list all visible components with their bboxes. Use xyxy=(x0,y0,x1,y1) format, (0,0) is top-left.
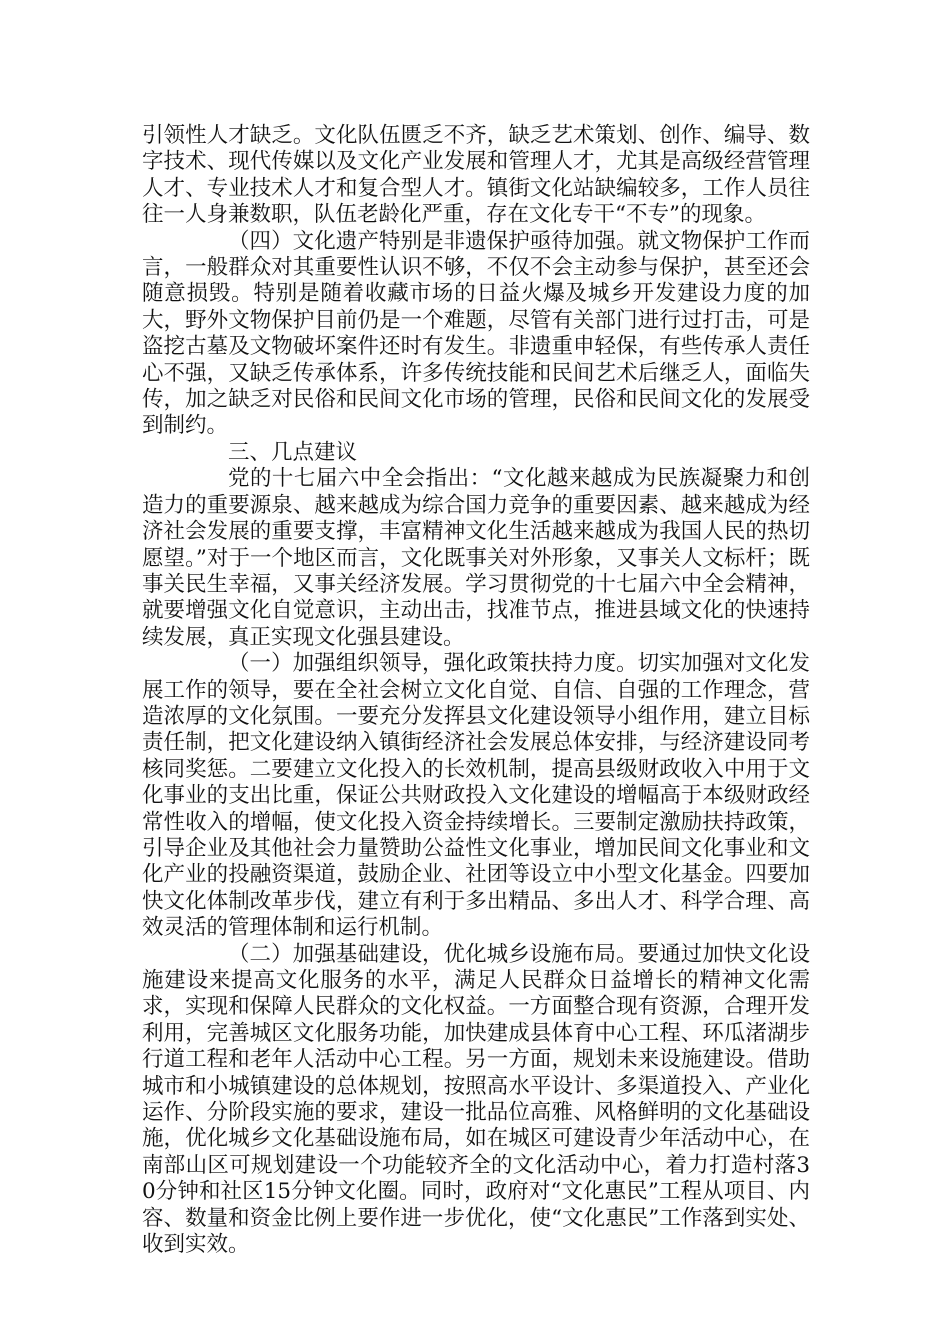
paragraph-infrastructure: （二）加强基础建设，优化城乡设施布局。要通过加快文化设施建设来提高文化服务的水平，满足人民群众日益增长的精神文化需求，实现和保障人民群众的文化权益。一方面整合现有资源，合理开发利用，完善城区文化服务功能，加快建成县体育中心工程、环瓜渚湖步行道工程和老年人活动中心工程。另一方面，规划未来设施建设。借助城市和小城镇建设的总体规划，按照高水平设计、多渠道投入、产业化运作、分阶段实施的要求，建设一批品位高雅、风格鲜明的文化基础设施，优化城乡文化基础设施布局，如在城区可建设青少年活动中心，在南部山区可规划建设一个功能较齐全的文化活动中心，着力打造村落30分钟和社区15分钟文化圈。同时，政府对“文化惠民”工程从项目、内容、数量和资金比例上要作进一步优化，使“文化惠民”工作落到实处、收到实效。 xyxy=(142,941,810,1258)
section-heading-suggestions: 三、几点建议 xyxy=(228,439,358,465)
paragraph-plenary-session: 党的十七届六中全会指出：“文化越来越成为民族凝聚力和创造力的重要源泉、越来越成为综合国力竞争的重要因素、越来越成为经济社会发展的重要支撑，丰富精神文化生活越来越成为我国人民的热切愿望。”对于一个地区而言，文化既事关对外形象，又事关人文标杆；既事关民生幸福，又事关经济发展。学习贯彻党的十七届六中全会精神，就要增强文化自觉意识，主动出击，找准节点，推进县域文化的快速持续发展，真正实现文化强县建设。 xyxy=(142,466,810,650)
paragraph-heritage-protection: （四）文化遗产特别是非遗保护亟待加强。就文物保护工作而言，一般群众对其重要性认识不够，不仅不会主动参与保护，甚至还会随意损毁。特别是随着收藏市场的日益火爆及城乡开发建设力度的加大，野外文物保护目前仍是一个难题，尽管有关部门进行过打击，可是盗挖古墓及文物破坏案件还时有发生。非遗重申轻保，有些传承人责任心不强，又缺乏传承体系，许多传统技能和民间艺术后继乏人，面临失传，加之缺乏对民俗和民间文化市场的管理，民俗和民间文化的发展受到制约。 xyxy=(142,228,810,439)
paragraph-organizational-leadership: （一）加强组织领导，强化政策扶持力度。切实加强对文化发展工作的领导，要在全社会树立文化自觉、自信、自强的工作理念，营造浓厚的文化氛围。一要充分发挥县文化建设领导小组作用，建立目标责任制，把文化建设纳入镇街经济社会发展总体安排，与经济建设同考核同奖惩。二要建立文化投入的长效机制，提高县级财政收入中用于文化事业的支出比重，保证公共财政投入文化建设的增幅高于本级财政经常性收入的增幅，使文化投入资金持续增长。三要制定激励扶持政策，引导企业及其他社会力量赞助公益性文化事业，增加民间文化事业和文化产业的投融资渠道，鼓励企业、社团等设立中小型文化基金。四要加快文化体制改革步伐，建立有利于多出精品、多出人才、科学合理、高效灵活的管理体制和运行机制。 xyxy=(142,651,810,941)
document-body xyxy=(142,123,810,1258)
paragraph-talent-shortage: 引领性人才缺乏。文化队伍匮乏不齐，缺乏艺术策划、创作、编导、数字技术、现代传媒以及文化产业发展和管理人才，尤其是高级经营管理人才、专业技术人才和复合型人才。镇街文化站缺编较多，工作人员往往一人身兼数职，队伍老龄化严重，存在文化专干“不专”的现象。 xyxy=(142,123,810,228)
